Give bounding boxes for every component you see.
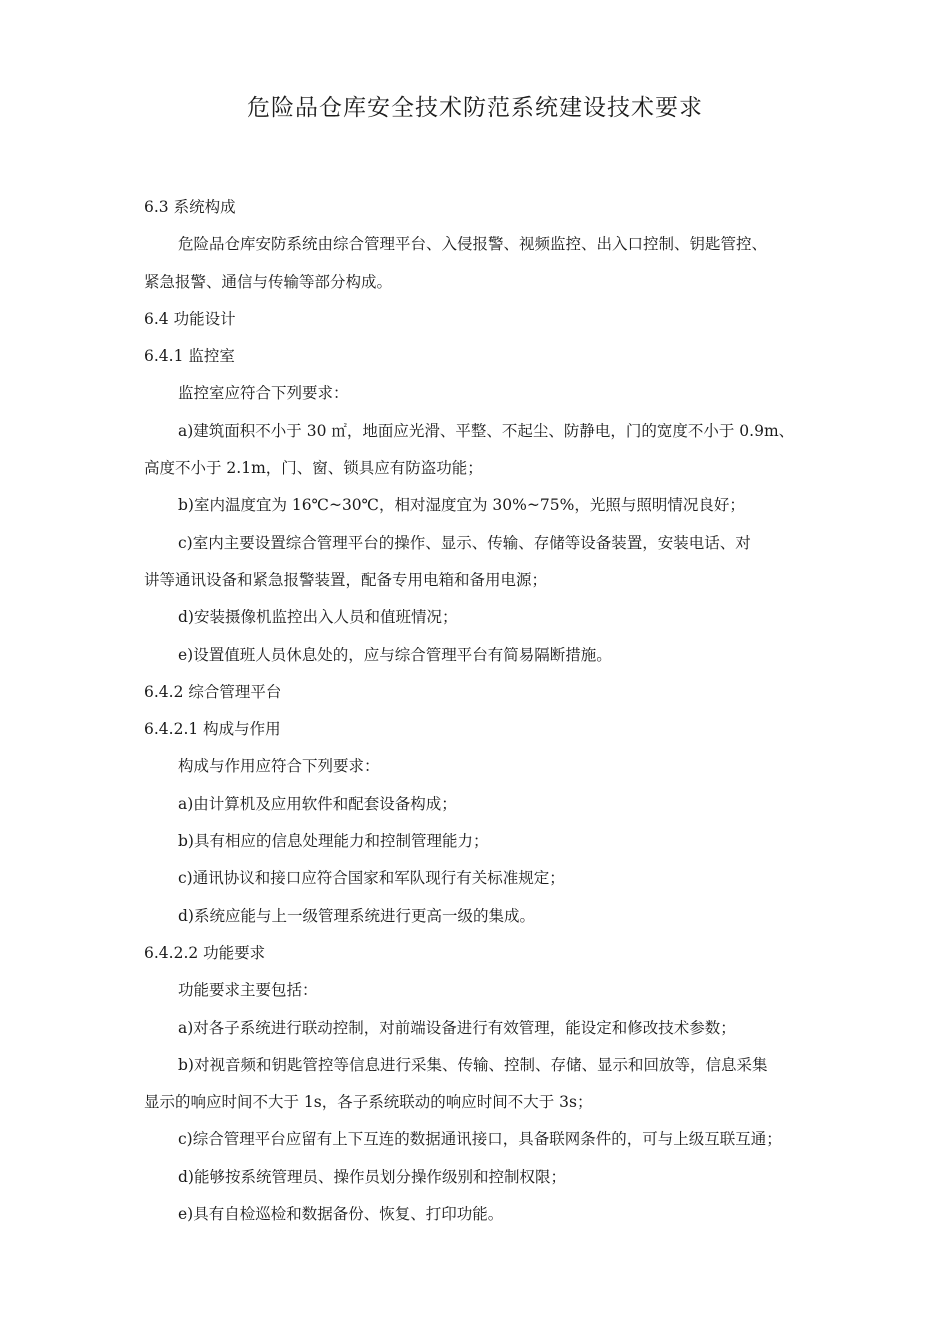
text-line: b)室内温度宜为 16℃~30℃，相对湿度宜为 30%~75%，光照与照明情况良好；	[178, 496, 745, 515]
text-line: 讲等通讯设备和紧急报警装置，配备专用电箱和备用电源；	[144, 570, 548, 589]
text-line: 6.4 功能设计	[144, 309, 236, 328]
text-line: d)系统应能与上一级管理系统进行更高一级的集成。	[178, 906, 535, 925]
text-line: 6.4.1 监控室	[144, 347, 235, 366]
text-line: c)通讯协议和接口应符合国家和军队现行有关标准规定；	[178, 869, 565, 888]
text-line: e)设置值班人员休息处的，应与综合管理平台有简易隔断措施。	[178, 645, 612, 664]
document-body	[144, 193, 810, 1237]
text-line: 6.3 系统构成	[144, 198, 236, 216]
text-line: c)综合管理平台应留有上下互连的数据通讯接口，具备联网条件的，可与上级互联互通；	[178, 1130, 782, 1149]
text-line: c)室内主要设置综合管理平台的操作、显示、传输、存储等设备装置，安装电话、对	[178, 533, 751, 552]
text-line: a)对各子系统进行联动控制，对前端设备进行有效管理，能设定和修改技术参数；	[178, 1018, 736, 1037]
text-line: 6.4.2 综合管理平台	[144, 682, 282, 701]
text-line: a)建筑面积不小于 30 ㎡，地面应光滑、平整、不起尘、防静电，门的宽度不小于 0.9m、	[178, 421, 795, 440]
text-line: 紧急报警、通信与传输等部分构成。	[144, 272, 393, 291]
text-line: 6.4.2.1 构成与作用	[144, 720, 281, 739]
text-line: 显示的响应时间不大于 1s，各子系统联动的响应时间不大于 3s；	[144, 1093, 593, 1112]
text-line: e)具有自检巡检和数据备份、恢复、打印功能。	[178, 1205, 504, 1224]
text-line: 危险品仓库安防系统由综合管理平台、入侵报警、视频监控、出入口控制、钥匙管控、	[178, 235, 768, 254]
text-line: 功能要求主要包括：	[178, 981, 318, 1000]
text-line: b)具有相应的信息处理能力和控制管理能力；	[178, 832, 489, 851]
document-title: 危险品仓库安全技术防范系统建设技术要求	[247, 95, 703, 121]
text-line: b)对视音频和钥匙管控等信息进行采集、传输、控制、存储、显示和回放等，信息采集	[178, 1055, 768, 1074]
text-line: d)能够按系统管理员、操作员划分操作级别和控制权限；	[178, 1167, 566, 1186]
text-line: d)安装摄像机监控出入人员和值班情况；	[178, 608, 458, 627]
text-line: 构成与作用应符合下列要求：	[178, 757, 380, 776]
text-line: 6.4.2.2 功能要求	[144, 943, 266, 962]
text-line: 高度不小于 2.1m，门、窗、锁具应有防盗功能；	[144, 459, 483, 478]
text-line: 监控室应符合下列要求：	[178, 384, 349, 403]
text-line: a)由计算机及应用软件和配套设备构成；	[178, 794, 457, 813]
